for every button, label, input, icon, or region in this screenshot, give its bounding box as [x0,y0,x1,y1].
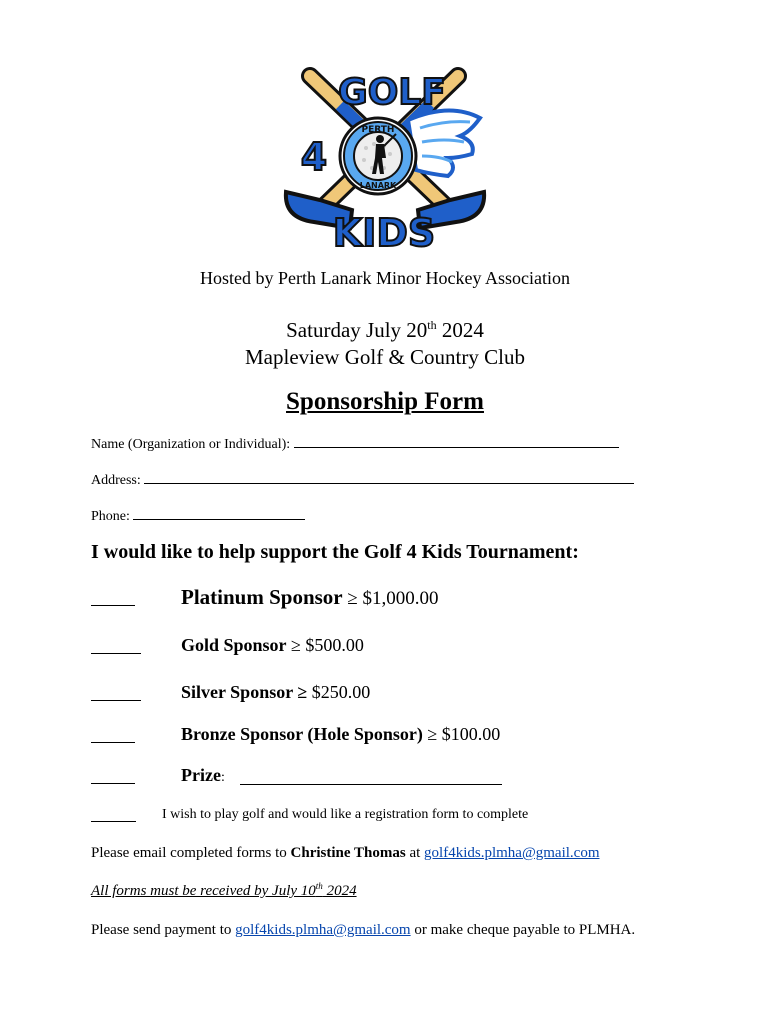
platinum-amount: ≥ $1,000.00 [342,588,439,609]
bronze-checkbox-line[interactable] [91,742,135,743]
name-field-row [91,435,619,453]
phone-label: Phone: [91,509,130,524]
payment-prefix: Please send payment to [91,922,236,938]
golf-checkbox-line[interactable] [91,821,136,822]
address-label: Address: [91,473,141,488]
hosted-by: Hosted by Perth Lanark Minor Hockey Association [200,268,570,288]
golf-4-kids-logo [280,62,490,258]
silver-checkbox-line[interactable] [91,700,141,701]
logo-kids-text: KIDS [332,211,436,255]
gold-amount: ≥ $500.00 [286,635,364,655]
ring-bottom-text: LANARK [359,181,397,190]
silver-label: Silver Sponsor ≥ [181,682,308,702]
event-date-venue [0,317,770,371]
platinum-checkbox-line[interactable] [91,605,135,606]
prize-label: Prize [181,765,221,785]
bronze-option [181,724,500,745]
deadline-prefix: All forms must be received by July 10 [91,883,316,899]
address-field-row [91,471,634,489]
bronze-label: Bronze Sponsor (Hole Sponsor) [181,724,423,744]
form-title: Sponsorship Form [286,388,484,415]
logo-golf-text: GOLF [338,72,446,113]
email-at: at [405,845,425,861]
deadline-sup: th [315,881,323,891]
prize-option [181,765,225,786]
support-heading: I would like to help support the Golf 4 Kids Tournament: [91,541,579,563]
contact-name: Christine Thomas [290,845,406,861]
phone-field-row [91,507,305,525]
payment-instructions [91,920,636,940]
date-sup: th [427,318,437,332]
platinum-label: Platinum Sponsor [181,585,343,609]
email-prefix: Please email completed forms to [91,845,291,861]
contact-email-link[interactable]: golf4kids.plmha@gmail.com [424,845,600,861]
golf-option-text: I wish to play golf and would like a registration form to complete [162,807,529,822]
payment-suffix: or make cheque payable to PLMHA. [410,922,636,938]
deadline-note [91,881,651,901]
phone-blank[interactable] [133,507,305,520]
name-blank[interactable] [294,435,619,448]
deadline-suffix: 2024 [322,883,357,899]
bronze-amount: ≥ $100.00 [422,724,501,744]
date-suffix: 2024 [436,318,484,342]
logo-number-text: 4 [300,135,328,179]
payment-email-link[interactable]: golf4kids.plmha@gmail.com [235,922,411,938]
ring-top-text: PERTH [361,125,395,135]
prize-blank[interactable] [240,784,502,785]
gold-checkbox-line[interactable] [91,653,141,654]
wing-icon [408,110,480,176]
silver-amount: $250.00 [307,682,371,702]
gold-option [181,635,364,656]
date-prefix: Saturday July 20 [286,318,428,342]
prize-checkbox-line[interactable] [91,783,135,784]
email-instructions [91,843,651,863]
prize-colon: : [220,770,225,785]
address-blank[interactable] [144,471,634,484]
venue: Mapleview Golf & Country Club [245,345,525,369]
name-label: Name (Organization or Individual): [91,437,291,452]
silver-option [181,682,370,703]
gold-label: Gold Sponsor [181,635,287,655]
platinum-option [181,585,439,610]
